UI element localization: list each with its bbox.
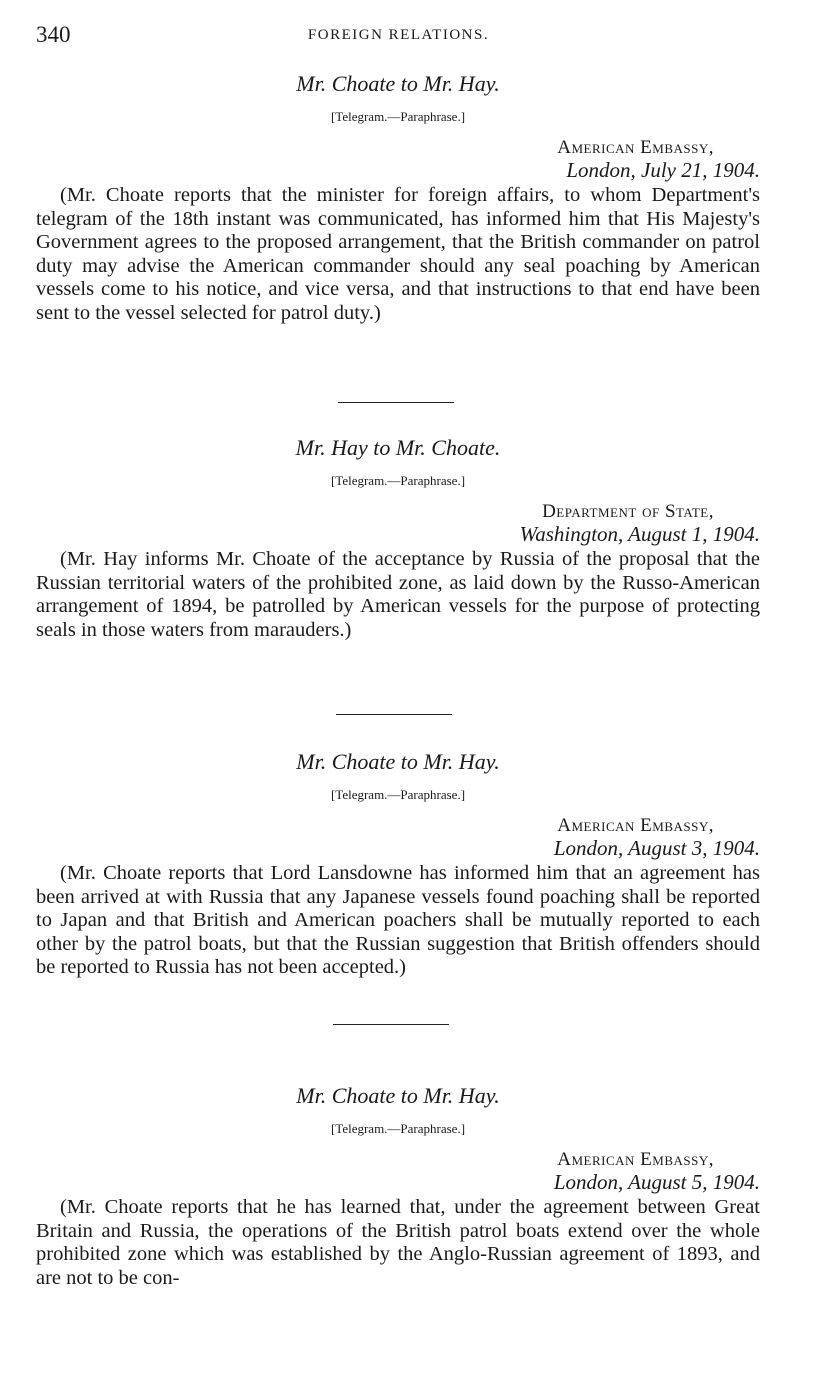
dateline [36,136,760,184]
letter-title: Mr. Choate to Mr. Hay. [296,749,500,774]
sender-place: Department of State, [542,501,714,522]
letter-title: Mr. Hay to Mr. Choate. [295,435,501,460]
letter-body: (Mr. Choate reports that the minister for foreign affairs, to whom Department's telegram of the 18th instant was communicated, has informed him that His Majesty's Government agrees to the proposed arrangement, that the British commander on patrol duty may advise the American commander should any seal poaching by American vessels come to his notice, and vice versa, and that instructions to that end have been sent to the vessel selected for patrol duty.) [36,184,760,324]
sender-date: London, August 3, 1904. [553,836,760,860]
telegram-note: [Telegram.—Paraphrase.] [330,1121,466,1136]
letter-body: (Mr. Choate reports that he has learned that, under the agreement between Great Britain and Russia, the operations of the British patrol boats extend over the whole prohibited zone which was established by the Anglo-Russian agreement of 1893, and are not to be con- [36,1196,760,1289]
letter-section-4 [36,1082,760,1290]
page-header [36,22,761,52]
section-divider [333,1024,449,1025]
letter-title: Mr. Choate to Mr. Hay. [296,1083,500,1108]
sender-date: London, August 5, 1904. [553,1170,760,1194]
telegram-note: [Telegram.—Paraphrase.] [330,473,466,488]
dateline [36,500,760,548]
letter-section-2 [36,434,760,642]
sender-date: London, July 21, 1904. [566,158,760,182]
running-head: FOREIGN RELATIONS. [307,27,490,43]
letter-section-1 [36,70,760,325]
sender-place: American Embassy, [557,815,714,836]
letter-body: (Mr. Hay informs Mr. Choate of the acceptance by Russia of the proposal that the Russian territorial waters of the prohibited zone, as laid down by the Russo-American arrangement of 1894, be patrolled by American vessels for the purpose of protecting seals in those waters from marauders.) [36,548,760,641]
telegram-note: [Telegram.—Paraphrase.] [330,109,466,124]
sender-place: American Embassy, [557,1149,714,1170]
dateline [36,814,760,862]
letter-title: Mr. Choate to Mr. Hay. [296,71,500,96]
sender-date: Washington, August 1, 1904. [519,522,760,546]
section-divider [336,714,452,715]
page-number: 340 [36,22,71,47]
letter-section-3 [36,748,760,980]
telegram-note: [Telegram.—Paraphrase.] [330,787,466,802]
sender-place: American Embassy, [557,137,714,158]
section-divider [338,402,454,403]
letter-body: (Mr. Choate reports that Lord Lansdowne has informed him that an agreement has been arrived at with Russia that any Japanese vessels found poaching shall be reported to Japan and that British and American poachers shall be mutually reported to each other by the patrol boats, but that the Russian suggestion that British offenders should be reported to Russia has not been accepted.) [36,862,760,978]
dateline [36,1148,760,1196]
